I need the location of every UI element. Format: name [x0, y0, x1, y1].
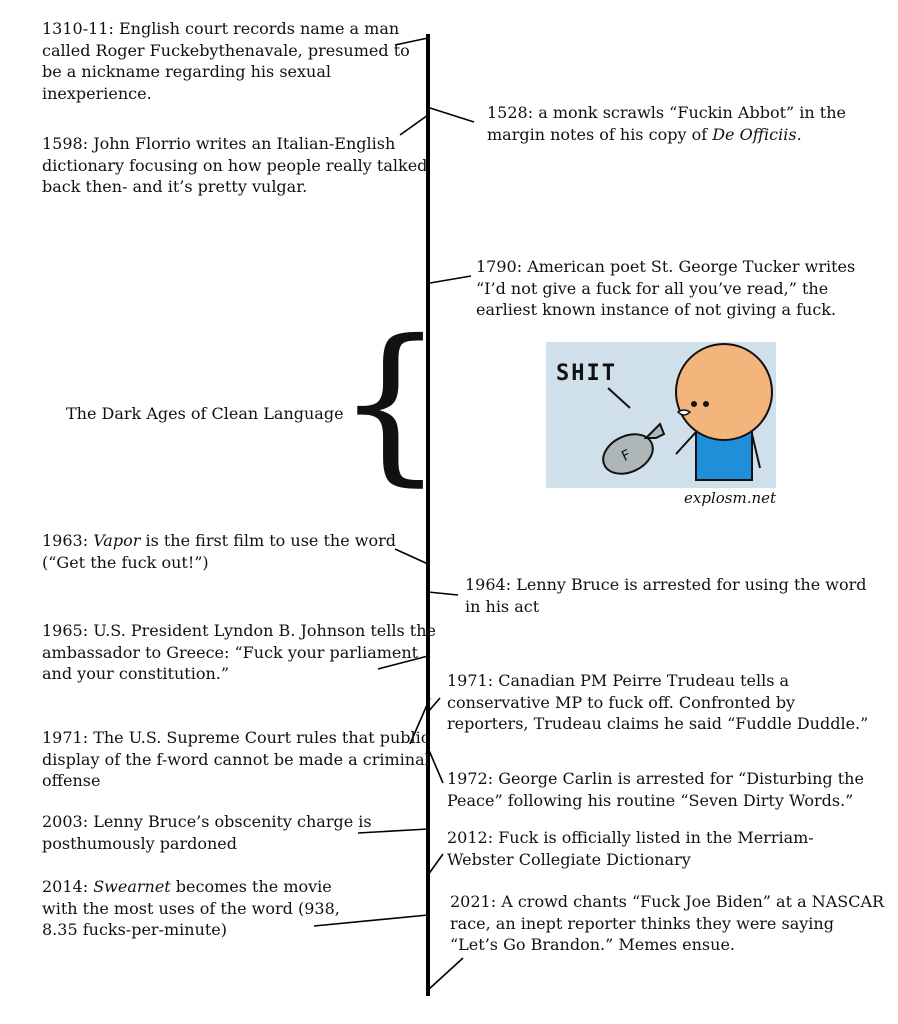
event-1963: 1963: Vapor is the first film to use the word (“Get the fuck out!”)	[42, 531, 396, 572]
connector-1963	[395, 549, 428, 564]
eye-left	[691, 401, 697, 407]
event-2021: 2021: A crowd chants “Fuck Joe Biden” at a NASCAR race, an inept reporter thinks they were saying “Let’s Go Brandon.” Memes ensue.	[450, 892, 885, 954]
event-1598: 1598: John Florrio writes an Italian-English dictionary focusing on how people really talked back then- and it’s pretty vulgar.	[42, 134, 428, 196]
event-1528: 1528: a monk scrawls “Fuckin Abbot” in the margin notes of his copy of De Officiis.	[487, 103, 847, 144]
event-1971-trudeau: 1971: Canadian PM Peirre Trudeau tells a conservative MP to fuck off. Confronted by reporters, Trudeau claims he said “Fuddle Duddle.”	[447, 671, 869, 733]
event-1971-supreme-court: 1971: The U.S. Supreme Court rules that public display of the f-word cannot be made a criminal offense	[42, 728, 430, 790]
connector-1598	[400, 115, 428, 135]
left-arm	[676, 432, 696, 454]
event-2014: 2014: Swearnet becomes the movie with the most uses of the word (938, 8.35 fucks-per-minute)	[42, 877, 340, 939]
comic-word: SHIT	[556, 361, 617, 386]
event-1972: 1972: George Carlin is arrested for “Disturbing the Peace” following his routine “Seven Dirty Words.”	[447, 769, 864, 810]
dark-ages-label: The Dark Ages of Clean Language	[66, 404, 344, 423]
comic-image	[546, 342, 776, 488]
event-2003: 2003: Lenny Bruce’s obscenity charge is posthumously pardoned	[42, 812, 372, 853]
event-1310: 1310-11: English court records name a man called Roger Fuckebythenavale, presumed to be a nickname regarding his sexual inexperience.	[42, 19, 410, 103]
connector-2012	[428, 854, 443, 875]
eye-right	[703, 401, 709, 407]
connector-1528	[430, 108, 474, 122]
event-1965: 1965: U.S. President Lyndon B. Johnson tells the ambassador to Greece: “Fuck your parliament and your constitution.”	[42, 621, 437, 683]
mouth	[678, 410, 690, 415]
right-arm	[752, 434, 760, 468]
connector-1964	[428, 592, 458, 595]
speech-line	[608, 388, 630, 408]
bomb-letter: F	[618, 446, 634, 465]
connector-1972	[428, 748, 443, 783]
bomb-fins	[646, 424, 664, 438]
character-head	[676, 344, 772, 440]
event-1964: 1964: Lenny Bruce is arrested for using the word in his act	[465, 575, 867, 616]
connector-1790	[430, 276, 471, 283]
event-2012: 2012: Fuck is officially listed in the Merriam- Webster Collegiate Dictionary	[447, 828, 814, 869]
connector-2021	[428, 958, 463, 990]
comic-credit: explosm.net	[684, 489, 777, 507]
curly-brace: {	[336, 304, 445, 502]
event-1790: 1790: American poet St. George Tucker writes “I’d not give a fuck for all you’ve read,” the earliest known instance of not giving a fuck.	[476, 257, 856, 319]
comic-drawing	[546, 342, 776, 488]
